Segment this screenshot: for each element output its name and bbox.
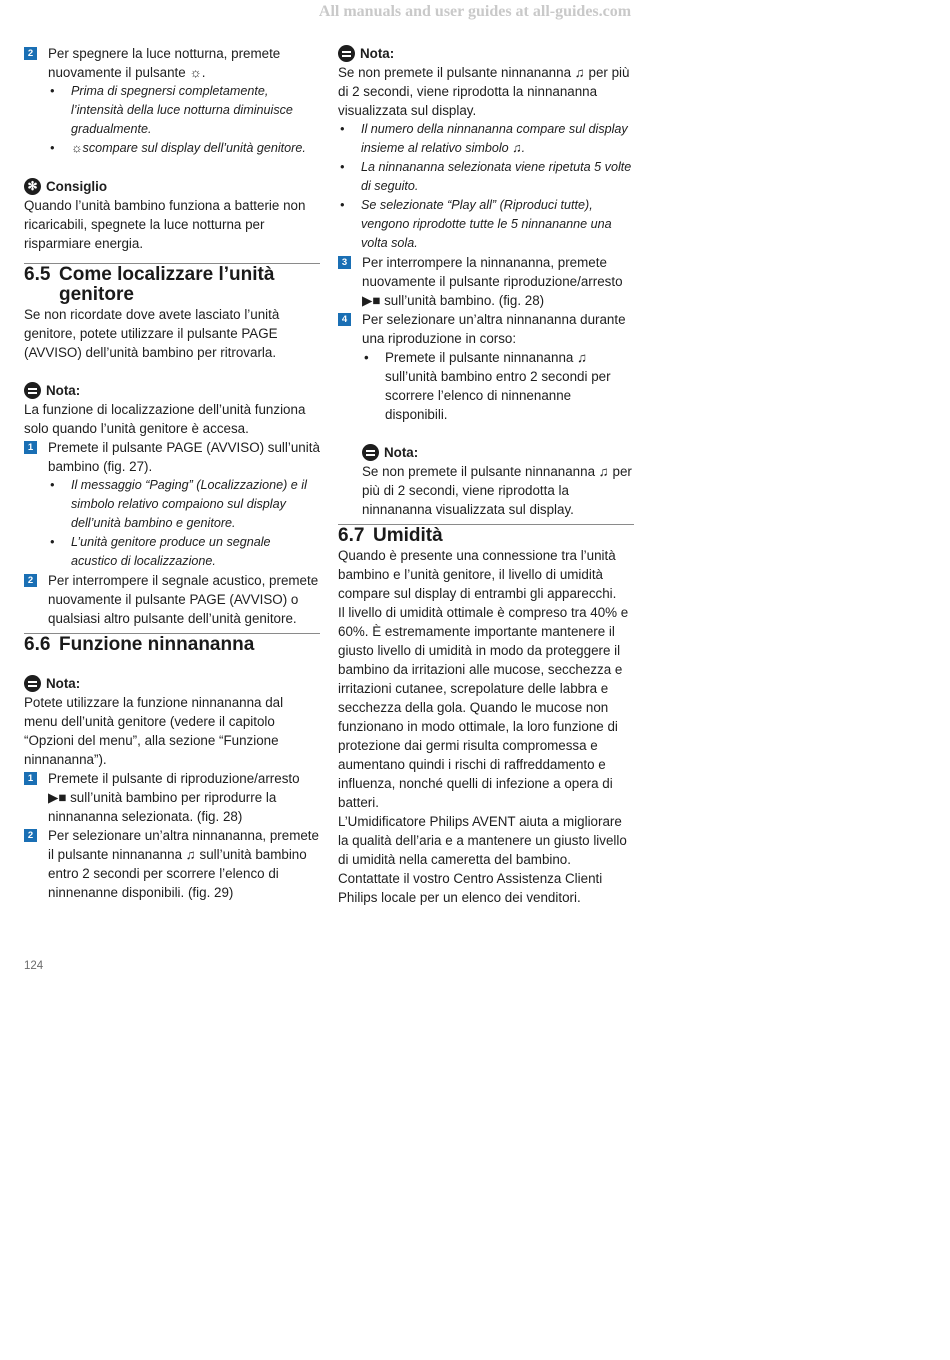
- list-item: • Premete il pulsante ninnananna ♫ sull’unità bambino entro 2 secondi per scorrere l’elenco di ninnenanne disponibili.: [362, 348, 634, 424]
- page-number: 124: [24, 960, 44, 972]
- paragraph: Quando è presente una connessione tra l’unità bambino e l’unità genitore, il livello di umidità compare sul display di entrambi gli apparecchi.: [338, 548, 617, 601]
- list-item: • Il messaggio “Paging” (Localizzazione) e il simbolo relativo compaiono sul display dell’unità bambino e genitore.: [48, 476, 320, 533]
- list-item: • ☼scompare sul display dell’unità genitore.: [48, 139, 320, 158]
- tip-label: [24, 177, 320, 196]
- step-number: 2: [24, 47, 37, 60]
- watermark: All manuals and user guides at all-guides.com: [318, 3, 632, 20]
- step-2-select: [24, 826, 320, 902]
- list-item: • La ninnananna selezionata viene ripetuta 5 volte di seguito.: [338, 158, 634, 196]
- right-column: [338, 44, 634, 907]
- step-text: Per selezionare un’altra ninnananna durante una riproduzione in corso:: [362, 312, 626, 346]
- note-text: La funzione di localizzazione dell’unità funziona solo quando l’unità genitore è accesa.: [24, 402, 306, 436]
- section-intro: Se non ricordate dove avete lasciato l’unità genitore, potete utilizzare il pulsante PAGE (AVVISO) dell’unità bambino per ritrovarla.: [24, 307, 280, 360]
- paragraph: Il livello di umidità ottimale è compreso tra 40% e 60%. È estremamente importante mantenere il giusto livello di umidità in modo da proteggere il bambino da irritazioni alle mucose, secchezza e irritazioni cutanee, screpolature delle labbra e secchezza della gola. Quando le mucose non funzionano in modo ottimale, la loro funzione di protezione dai germi risulta compromessa e aumentano quindi i rischi di raffreddamento e influenza, nonché quelli di infezione a opera di batteri.: [338, 605, 629, 810]
- bullet-list: [338, 120, 634, 253]
- bullet-list: [24, 82, 320, 158]
- section-heading-6-6: [24, 633, 320, 655]
- step-text: Per selezionare un’altra ninnananna, premete il pulsante ninnananna ♫ sull’unità bambino entro 2 secondi per scorrere l’elenco di ninnenanne disponibili. (fig. 29): [48, 828, 319, 900]
- note-label-text: Nota:: [384, 445, 419, 460]
- note-label: [24, 674, 320, 693]
- tip-text: Quando l’unità bambino funziona a batterie non ricaricabili, spegnete la luce notturna per risparmiare energia.: [24, 198, 306, 251]
- note-label-text: Nota:: [46, 383, 81, 398]
- note-text: Se non premete il pulsante ninnananna ♫ per più di 2 secondi, viene riprodotta la ninnananna visualizzata sul display.: [338, 65, 630, 118]
- section-heading-6-7: [338, 524, 634, 546]
- section-number: 6.6: [24, 634, 51, 655]
- note-label: [362, 443, 634, 462]
- list-item: • L’unità genitore produce un segnale acustico di localizzazione.: [48, 533, 320, 571]
- step-number: 1: [24, 772, 37, 785]
- step-2-stop-signal: [24, 571, 320, 628]
- step-text: Premete il pulsante PAGE (AVVISO) sull’unità bambino (fig. 27).: [48, 440, 320, 474]
- note-icon: [362, 444, 379, 461]
- step-number: 1: [24, 441, 37, 454]
- section-heading-6-5: [24, 263, 320, 305]
- note-label-text: Nota:: [46, 676, 81, 691]
- bullet-list: [338, 348, 634, 424]
- note-label: [24, 381, 320, 400]
- note-label-text: Nota:: [360, 46, 395, 61]
- step-text: Per interrompere la ninnananna, premete nuovamente il pulsante riproduzione/arresto ▶■ sull’unità bambino. (fig. 28): [362, 255, 623, 308]
- list-item: • Prima di spegnersi completamente, l’intensità della luce notturna diminuisce gradualmente.: [48, 82, 320, 139]
- step-3-stop: [338, 253, 634, 310]
- step-text: Premete il pulsante di riproduzione/arresto ▶■ sull’unità bambino per riprodurre la ninnananna selezionata. (fig. 28): [48, 771, 300, 824]
- note-icon: [338, 45, 355, 62]
- step-4-other: [338, 310, 634, 348]
- section-number: 6.7: [338, 525, 365, 546]
- step-1-play: [24, 769, 320, 826]
- left-column: [24, 44, 320, 902]
- list-item: • Il numero della ninnananna compare sul display insieme al relativo simbolo ♫.: [338, 120, 634, 158]
- tip-icon: ✻: [24, 178, 41, 195]
- step-2-nightlight: [24, 44, 320, 82]
- section-title: Umidità: [373, 525, 443, 546]
- step-1-page: [24, 438, 320, 476]
- bullet-list: [24, 476, 320, 571]
- step-number: 4: [338, 313, 351, 326]
- note-icon: [24, 675, 41, 692]
- note-text: Potete utilizzare la funzione ninnananna dal menu dell’unità genitore (vedere il capitolo “Opzioni del menu”, alla sezione “Funzione ninnananna”).: [24, 695, 284, 767]
- note-text: Se non premete il pulsante ninnananna ♫ per più di 2 secondi, viene riprodotta la ninnananna visualizzata sul display.: [362, 464, 632, 517]
- step-number: 2: [24, 829, 37, 842]
- list-item: • Se selezionate “Play all” (Riproduci tutte), vengono riprodotte tutte le 5 ninnananne una volta sola.: [338, 196, 634, 253]
- section-title: Funzione ninnananna: [59, 634, 255, 655]
- step-text: Per spegnere la luce notturna, premete nuovamente il pulsante ☼.: [48, 46, 281, 80]
- step-number: 2: [24, 574, 37, 587]
- section-title: Come localizzare l’unità: [59, 264, 275, 285]
- paragraph: L’Umidificatore Philips AVENT aiuta a migliorare la qualità dell’aria e a mantenere un giusto livello di umidità nella cameretta del bambino. Contattate il vostro Centro Assistenza Clienti Philips locale per un elenco dei venditori.: [338, 814, 627, 905]
- section-title-cont: genitore: [59, 284, 134, 305]
- step-number: 3: [338, 256, 351, 269]
- note-icon: [24, 382, 41, 399]
- tip-label-text: Consiglio: [46, 179, 107, 194]
- section-number: 6.5: [24, 264, 51, 285]
- note-label: [338, 44, 634, 63]
- step-text: Per interrompere il segnale acustico, premete nuovamente il pulsante PAGE (AVVISO) o qualsiasi altro pulsante dell’unità genitore.: [48, 573, 319, 626]
